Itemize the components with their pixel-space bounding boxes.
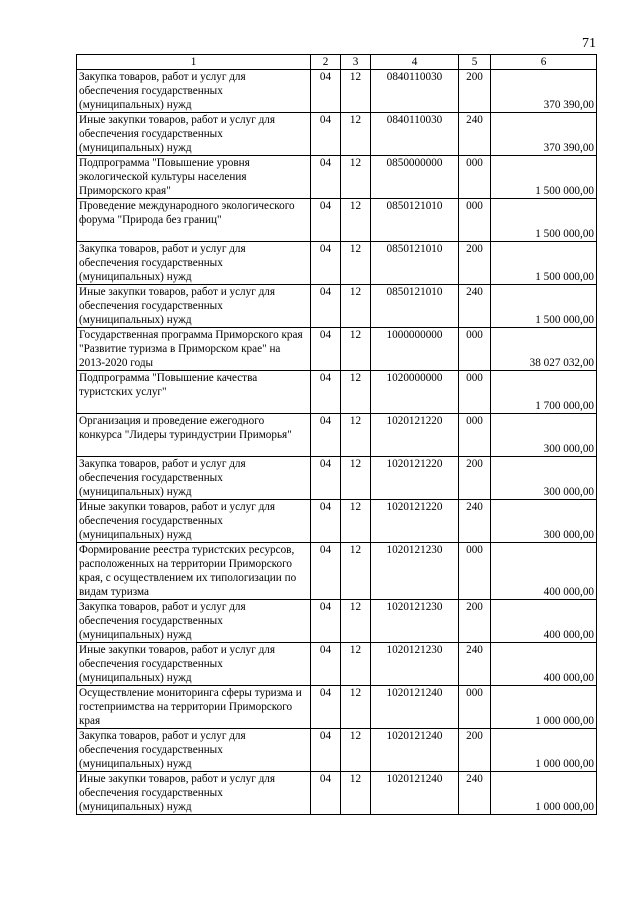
table-row: [77, 156, 597, 199]
table-row: [77, 643, 597, 686]
row-subsection-cell: 12: [341, 371, 371, 414]
row-target-code-cell: 1020121240: [371, 772, 459, 815]
column-header: 3: [341, 55, 371, 70]
row-section-cell: 04: [311, 156, 341, 199]
row-amount-cell: 1 500 000,00: [491, 156, 597, 199]
row-expense-type-cell: 240: [459, 285, 491, 328]
row-section-cell: 04: [311, 113, 341, 156]
row-subsection-cell: 12: [341, 328, 371, 371]
row-subsection-cell: 12: [341, 686, 371, 729]
table-row: [77, 328, 597, 371]
row-expense-type-cell: 200: [459, 242, 491, 285]
row-subsection-cell: 12: [341, 543, 371, 600]
row-target-code-cell: 0840110030: [371, 113, 459, 156]
row-name-cell: Проведение международного экологического форума "Природа без границ": [77, 199, 311, 242]
row-expense-type-cell: 240: [459, 500, 491, 543]
row-section-cell: 04: [311, 686, 341, 729]
row-name-cell: Подпрограмма "Повышение уровня экологической культуры населения Приморского края": [77, 156, 311, 199]
row-target-code-cell: 0850000000: [371, 156, 459, 199]
table-row: [77, 772, 597, 815]
table-row: [77, 600, 597, 643]
row-subsection-cell: 12: [341, 414, 371, 457]
row-expense-type-cell: 000: [459, 156, 491, 199]
column-header: 6: [491, 55, 597, 70]
row-subsection-cell: 12: [341, 113, 371, 156]
row-amount-cell: 1 500 000,00: [491, 285, 597, 328]
row-expense-type-cell: 200: [459, 600, 491, 643]
row-name-cell: Закупка товаров, работ и услуг для обеспечения государственных (муниципальных) нужд: [77, 457, 311, 500]
row-section-cell: 04: [311, 285, 341, 328]
row-target-code-cell: 1000000000: [371, 328, 459, 371]
row-expense-type-cell: 000: [459, 686, 491, 729]
row-target-code-cell: 1020121230: [371, 643, 459, 686]
row-name-cell: Иные закупки товаров, работ и услуг для обеспечения государственных (муниципальных) нужд: [77, 285, 311, 328]
column-header: 4: [371, 55, 459, 70]
row-name-cell: Закупка товаров, работ и услуг для обеспечения государственных (муниципальных) нужд: [77, 242, 311, 285]
row-expense-type-cell: 000: [459, 371, 491, 414]
row-amount-cell: 1 000 000,00: [491, 686, 597, 729]
row-amount-cell: 1 700 000,00: [491, 371, 597, 414]
row-amount-cell: 300 000,00: [491, 500, 597, 543]
table-row: [77, 729, 597, 772]
row-name-cell: Государственная программа Приморского края "Развитие туризма в Приморском крае" на 2013-2020 годы: [77, 328, 311, 371]
row-expense-type-cell: 000: [459, 199, 491, 242]
row-section-cell: 04: [311, 543, 341, 600]
row-name-cell: Организация и проведение ежегодного конкурса "Лидеры туриндустрии Приморья": [77, 414, 311, 457]
row-target-code-cell: 0850121010: [371, 199, 459, 242]
row-target-code-cell: 0840110030: [371, 70, 459, 113]
row-name-cell: Иные закупки товаров, работ и услуг для обеспечения государственных (муниципальных) нужд: [77, 772, 311, 815]
row-name-cell: Осуществление мониторинга сферы туризма и гостеприимства на территории Приморского края: [77, 686, 311, 729]
table-body: [77, 70, 597, 815]
row-amount-cell: 1 000 000,00: [491, 772, 597, 815]
row-name-cell: Иные закупки товаров, работ и услуг для обеспечения государственных (муниципальных) нужд: [77, 500, 311, 543]
row-expense-type-cell: 200: [459, 729, 491, 772]
row-subsection-cell: 12: [341, 772, 371, 815]
row-amount-cell: 300 000,00: [491, 457, 597, 500]
header-row: [77, 55, 597, 70]
row-section-cell: 04: [311, 600, 341, 643]
row-subsection-cell: 12: [341, 729, 371, 772]
row-amount-cell: 400 000,00: [491, 543, 597, 600]
row-section-cell: 04: [311, 242, 341, 285]
row-name-cell: Закупка товаров, работ и услуг для обеспечения государственных (муниципальных) нужд: [77, 600, 311, 643]
row-name-cell: Иные закупки товаров, работ и услуг для обеспечения государственных (муниципальных) нужд: [77, 643, 311, 686]
column-header: 2: [311, 55, 341, 70]
page-number: 71: [582, 36, 596, 51]
column-header: 5: [459, 55, 491, 70]
row-target-code-cell: 0850121010: [371, 285, 459, 328]
row-amount-cell: 400 000,00: [491, 643, 597, 686]
row-amount-cell: 1 000 000,00: [491, 729, 597, 772]
row-expense-type-cell: 240: [459, 772, 491, 815]
row-amount-cell: 1 500 000,00: [491, 242, 597, 285]
table-row: [77, 686, 597, 729]
row-subsection-cell: 12: [341, 500, 371, 543]
row-amount-cell: 300 000,00: [491, 414, 597, 457]
row-section-cell: 04: [311, 643, 341, 686]
row-subsection-cell: 12: [341, 643, 371, 686]
row-target-code-cell: 1020121220: [371, 500, 459, 543]
row-section-cell: 04: [311, 199, 341, 242]
table-row: [77, 414, 597, 457]
row-expense-type-cell: 200: [459, 70, 491, 113]
row-section-cell: 04: [311, 414, 341, 457]
row-amount-cell: 38 027 032,00: [491, 328, 597, 371]
table-row: [77, 457, 597, 500]
row-subsection-cell: 12: [341, 70, 371, 113]
row-name-cell: Формирование реестра туристских ресурсов, расположенных на территории Приморского края, с осуществлением их типологизации по видам туризма: [77, 543, 311, 600]
row-subsection-cell: 12: [341, 242, 371, 285]
table-row: [77, 199, 597, 242]
row-expense-type-cell: 000: [459, 328, 491, 371]
table-row: [77, 70, 597, 113]
row-section-cell: 04: [311, 457, 341, 500]
row-section-cell: 04: [311, 371, 341, 414]
row-section-cell: 04: [311, 772, 341, 815]
row-target-code-cell: 1020121240: [371, 729, 459, 772]
row-expense-type-cell: 240: [459, 643, 491, 686]
row-expense-type-cell: 000: [459, 543, 491, 600]
row-section-cell: 04: [311, 729, 341, 772]
row-target-code-cell: 1020121230: [371, 543, 459, 600]
table-row: [77, 113, 597, 156]
table-row: [77, 285, 597, 328]
row-target-code-cell: 1020121240: [371, 686, 459, 729]
table-row: [77, 543, 597, 600]
budget-table: [76, 54, 597, 815]
row-expense-type-cell: 000: [459, 414, 491, 457]
row-amount-cell: 370 390,00: [491, 113, 597, 156]
row-name-cell: Подпрограмма "Повышение качества туристских услуг": [77, 371, 311, 414]
row-target-code-cell: 1020121220: [371, 457, 459, 500]
row-subsection-cell: 12: [341, 199, 371, 242]
row-name-cell: Закупка товаров, работ и услуг для обеспечения государственных (муниципальных) нужд: [77, 729, 311, 772]
table-header: [77, 55, 597, 70]
row-name-cell: Иные закупки товаров, работ и услуг для обеспечения государственных (муниципальных) нужд: [77, 113, 311, 156]
column-header: 1: [77, 55, 311, 70]
row-subsection-cell: 12: [341, 285, 371, 328]
row-amount-cell: 370 390,00: [491, 70, 597, 113]
row-section-cell: 04: [311, 70, 341, 113]
row-target-code-cell: 1020121220: [371, 414, 459, 457]
row-expense-type-cell: 200: [459, 457, 491, 500]
row-target-code-cell: 0850121010: [371, 242, 459, 285]
row-subsection-cell: 12: [341, 457, 371, 500]
table-row: [77, 242, 597, 285]
row-amount-cell: 1 500 000,00: [491, 199, 597, 242]
row-section-cell: 04: [311, 328, 341, 371]
row-subsection-cell: 12: [341, 600, 371, 643]
row-subsection-cell: 12: [341, 156, 371, 199]
table-row: [77, 371, 597, 414]
row-target-code-cell: 1020121230: [371, 600, 459, 643]
row-amount-cell: 400 000,00: [491, 600, 597, 643]
row-target-code-cell: 1020000000: [371, 371, 459, 414]
row-name-cell: Закупка товаров, работ и услуг для обеспечения государственных (муниципальных) нужд: [77, 70, 311, 113]
row-expense-type-cell: 240: [459, 113, 491, 156]
table-row: [77, 500, 597, 543]
row-section-cell: 04: [311, 500, 341, 543]
